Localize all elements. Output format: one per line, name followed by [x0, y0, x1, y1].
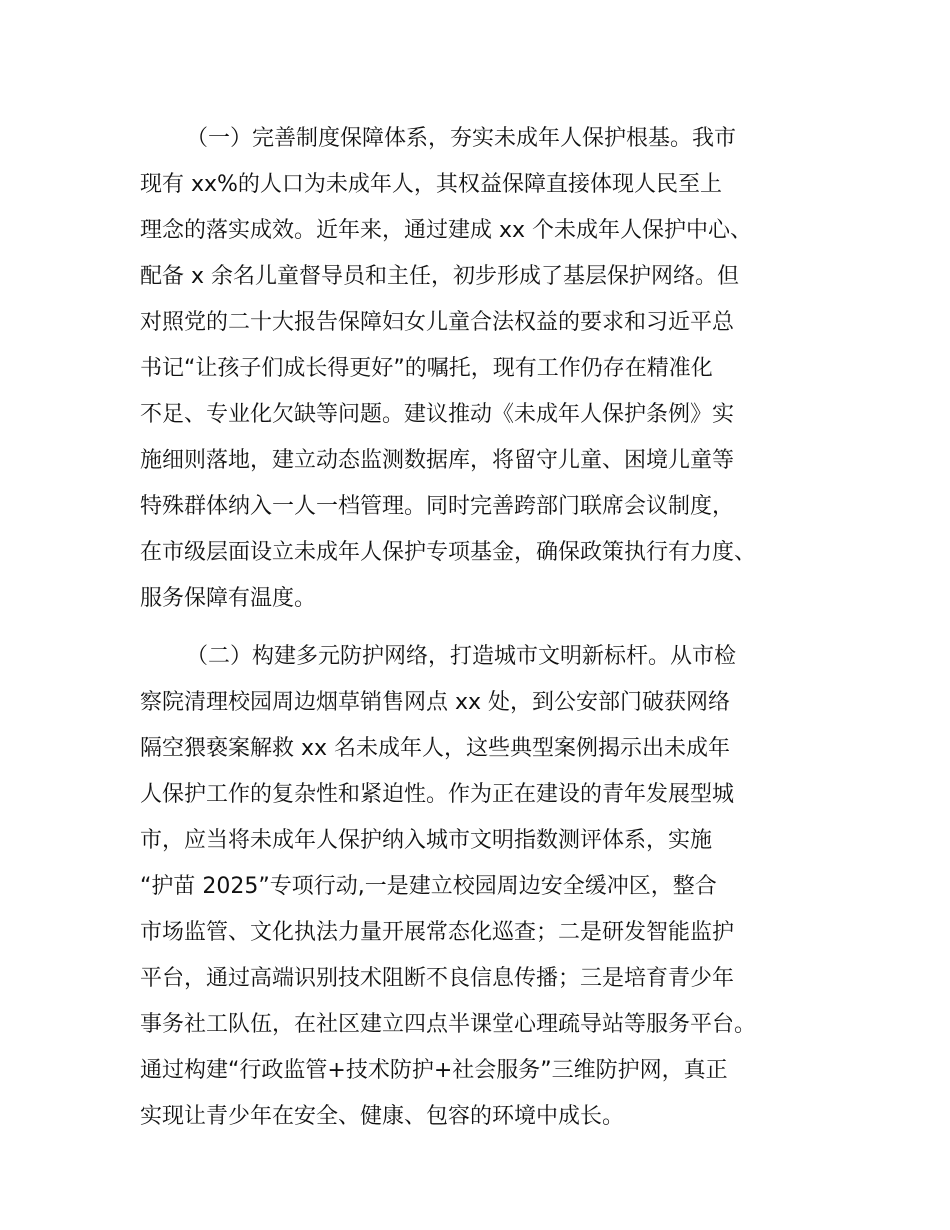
paragraph-line: 现有 xx%的人口为未成年人，其权益保障直接体现人民至上	[140, 172, 722, 197]
paragraph-line: （一）完善制度保障体系，夯实未成年人保护根基。我市	[186, 126, 737, 151]
paragraph-line: 对照党的二十大报告保障妇女儿童合法权益的要求和习近平总	[140, 310, 735, 335]
paragraph-line: 服务保障有温度。	[140, 586, 317, 611]
paragraph-line: 市，应当将未成年人保护纳入城市文明指数测评体系，实施	[140, 828, 713, 853]
paragraph-line: 平台，通过高端识别技术阻断不良信息传播；三是培育青少年	[140, 966, 735, 991]
paragraph-2	[140, 634, 820, 1140]
paragraph-line: （二）构建多元防护网络，打造城市文明新标杆。从市检	[186, 644, 737, 669]
paragraph-line: 施细则落地，建立动态监测数据库，将留守儿童、困境儿童等	[140, 448, 735, 473]
paragraph-line: “护苗 2025”专项行动,一是建立校园周边安全缓冲区，整合	[140, 874, 717, 899]
paragraph-line: 通过构建“行政监管+技术防护+社会服务”三维防护网，真正	[140, 1058, 728, 1083]
paragraph-line: 人保护工作的复杂性和紧迫性。作为正在建设的青年发展型城	[140, 782, 735, 807]
paragraph-line: 特殊群体纳入一人一档管理。同时完善跨部门联席会议制度，	[140, 494, 735, 519]
paragraph-line: 配备 x 余名儿童督导员和主任，初步形成了基层保护网络。但	[140, 264, 740, 289]
paragraph-line: 理念的落实成效。近年来，通过建成 xx 个未成年人保护中心、	[140, 218, 753, 243]
paragraph-line: 不足、专业化欠缺等问题。建议推动《未成年人保护条例》实	[140, 402, 735, 427]
paragraph-line: 隔空猥亵案解救 xx 名未成年人，这些典型案例揭示出未成年	[140, 736, 731, 761]
paragraph-line: 在市级层面设立未成年人保护专项基金，确保政策执行有力度、	[140, 540, 757, 565]
document-body	[140, 116, 820, 1140]
paragraph-line: 察院清理校园周边烟草销售网点 xx 处，到公安部门破获网络	[140, 690, 731, 715]
paragraph-line: 书记“让孩子们成长得更好”的嘱托，现有工作仍存在精准化	[140, 356, 713, 381]
paragraph-1	[140, 116, 820, 622]
paragraph-line: 事务社工队伍，在社区建立四点半课堂心理疏导站等服务平台。	[140, 1012, 757, 1037]
paragraph-line: 实现让青少年在安全、健康、包容的环境中成长。	[140, 1104, 625, 1129]
paragraph-line: 市场监管、文化执法力量开展常态化巡查；二是研发智能监护	[140, 920, 735, 945]
paragraph-spacer	[140, 622, 820, 634]
